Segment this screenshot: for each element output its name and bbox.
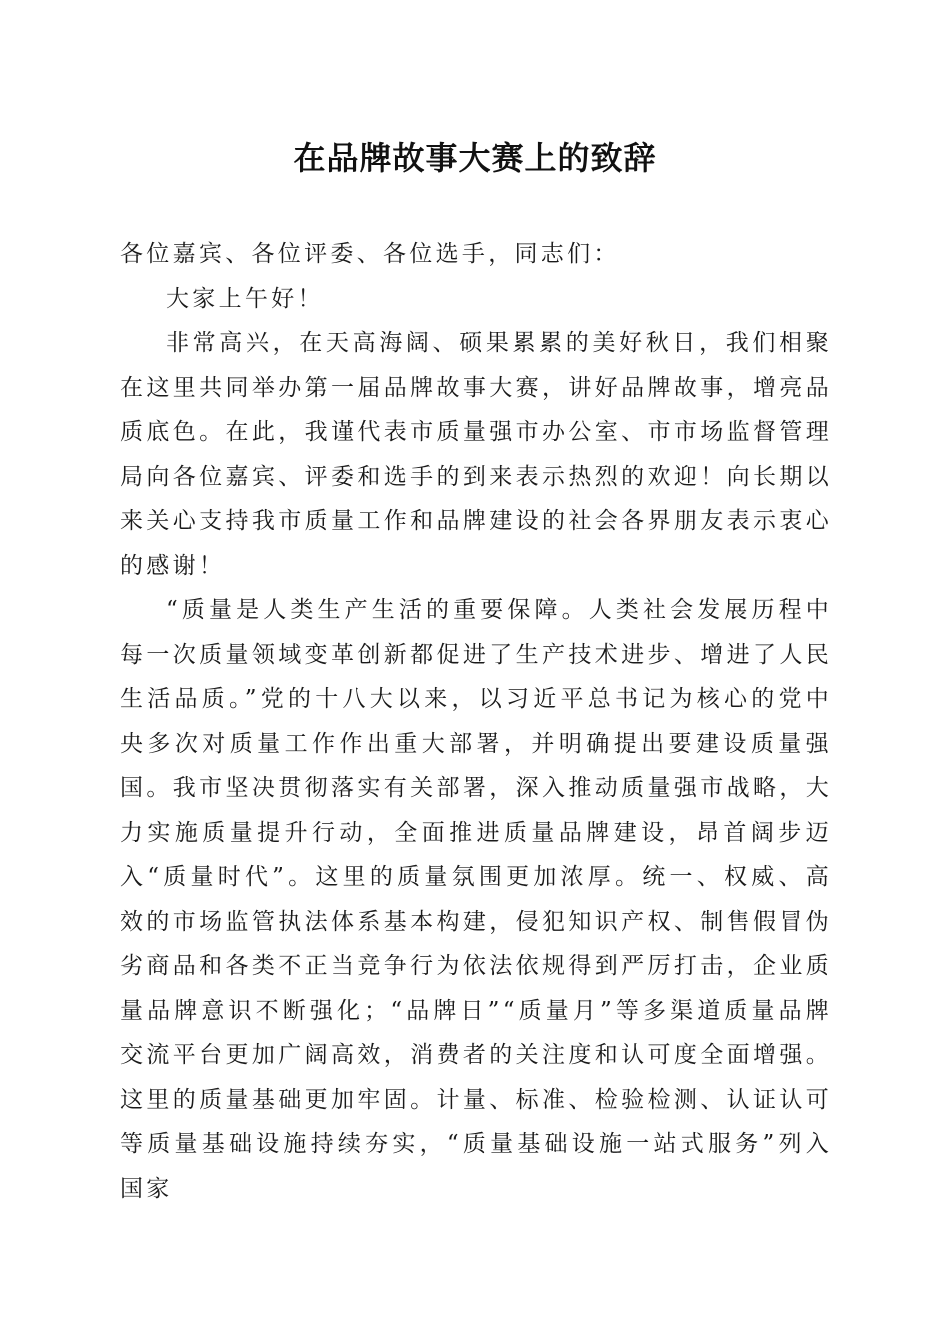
greeting: 大家上午好！ <box>166 285 324 312</box>
document-title: 在品牌故事大赛上的致辞 <box>293 139 657 177</box>
salutation: 各位嘉宾、各位评委、各位选手，同志们： <box>120 241 620 267</box>
paragraph-2: “质量是人类生产生活的重要保障。人类社会发展历程中每一次质量领域变革创新都促进了生产技术进步、增进了人民生活品质。”党的十八大以来，以习近平总书记为核心的党中央多次对质量工作作出重大部署，并明确提出要建设质量强国。我市坚决贯彻落实有关部署，深入推动质量强市战略，大力实施质量提升行动，全面推进质量品牌建设，昂首阔步迈入“质量时代”。这里的质量氛围更加浓厚。统一、权威、高效的市场监管执法体系基本构建，侵犯知识产权、制售假冒伪劣商品和各类不正当竞争行为依法依规得到严厉打击，企业质量品牌意识不断强化；“品牌日”“质量月”等多渠道质量品牌交流平台更加广阔高效，消费者的关注度和认可度全面增强。这里的质量基础更加牢固。计量、标准、检验检测、认证认可等质量基础设施持续夯实，“质量基础设施一站式服务”列入国家 <box>120 597 832 1202</box>
document-body <box>120 232 832 1211</box>
paragraph-1: 非常高兴，在天高海阔、硕果累累的美好秋日，我们相聚在这里共同举办第一届品牌故事大赛，讲好品牌故事，增亮品质底色。在此，我谨代表市质量强市办公室、市市场监督管理局向各位嘉宾、评委和选手的到来表示热烈的欢迎！向长期以来关心支持我市质量工作和品牌建设的社会各界朋友表示衷心的感谢！ <box>120 330 832 579</box>
